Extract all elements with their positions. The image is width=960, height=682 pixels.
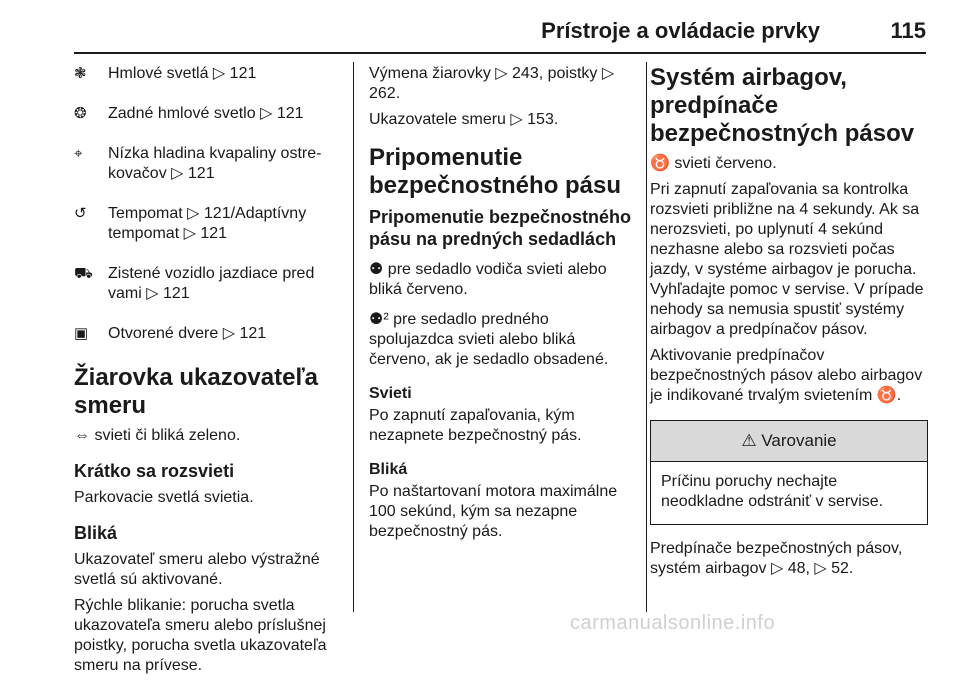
subsection-title: Bliká: [74, 523, 118, 543]
washer-fluid-icon: ⌖: [74, 145, 83, 162]
indicator-text: Otvorené dvere ▷ 121: [108, 325, 267, 342]
turn-signal-icon: ⇔: [74, 427, 90, 444]
watermark: carmanualsonline.info: [570, 612, 776, 634]
airbag-icon: ♉: [876, 387, 897, 404]
column-middle: [369, 64, 637, 548]
column-divider: [646, 62, 647, 612]
paragraph: Po naštartovaní motora maximálne 100 sekúnd, kým sa nezapne bezpečnostný pás.: [369, 483, 618, 540]
paragraph: Rýchle blikanie: porucha svetla ukazovateľa smeru alebo príslušnej poistky, porucha svetla ukazovateľa smeru na prívese.: [74, 597, 327, 674]
header-divider: [74, 52, 926, 54]
paragraph: Výmena žiarovky ▷ 243, poistky ▷ 262.: [369, 65, 615, 102]
indicator-text: Zadné hmlové svetlo ▷ 121: [108, 105, 304, 122]
paragraph: ⚉ pre sedadlo vodiča svieti alebo bliká červeno.: [369, 261, 607, 298]
indicator-text: Tempomat ▷ 121/Adaptívny tempomat ▷ 121: [108, 205, 307, 242]
seatbelt-driver-icon: ⚉: [369, 261, 384, 278]
paragraph: Parkovacie svetlá svietia.: [74, 489, 254, 506]
indicator-row: [74, 104, 344, 124]
paragraph: Ukazovateľ smeru alebo výstražné svetlá sú aktivované.: [74, 551, 320, 588]
column-left: [74, 64, 344, 682]
section-title: Žiarovka ukazovateľa smeru: [74, 364, 319, 419]
front-fog-light-icon: ❃: [74, 65, 87, 82]
indicator-row: [74, 64, 344, 84]
subsection-title: Svieti: [369, 385, 412, 402]
paragraph: Predpínače bezpečnostných pásov, systém airbagov ▷ 48, ▷ 52.: [650, 540, 903, 577]
rear-fog-light-icon: ❂: [74, 105, 87, 122]
paragraph: Ukazovatele smeru ▷ 153.: [369, 111, 559, 128]
section-title: Pripomenutie bezpečnostného pásu: [369, 144, 622, 199]
paragraph: Aktivovanie predpínačov bezpečnostných pásov alebo airbagov je indikované trvalým svietením ♉.: [650, 347, 923, 404]
paragraph: Po zapnutí zapaľovania, kým nezapnete bezpečnostný pás.: [369, 407, 582, 444]
page-header-title: Prístroje a ovládacie prvky: [541, 18, 820, 43]
cruise-control-icon: ↺: [74, 205, 87, 222]
warning-title: Varovanie: [761, 431, 837, 450]
paragraph: ⇔ svieti či bliká zeleno.: [74, 427, 241, 444]
airbag-icon: ♉: [650, 155, 670, 172]
vehicle-ahead-icon: ⛟: [74, 265, 93, 282]
paragraph: Pri zapnutí zapaľovania sa kontrolka rozsvieti približne na 4 sekundy. Ak sa nerozsvieti, po uplynutí 4 sekúnd nezhasne alebo sa rozsvieti počas jazdy, v systéme airbagov je porucha. Vyhľadajte pomoc v servise. V prípade nehody sa nemusia spustiť systémy airbagov a predpínačov pásov.: [650, 181, 924, 338]
subsection-title: Krátko sa rozsvieti: [74, 461, 235, 481]
indicator-text: Zistené vozidlo jazdiace pred vami ▷ 121: [108, 265, 315, 302]
subsection-title: Bliká: [369, 461, 408, 478]
indicator-row: [74, 264, 344, 304]
page-number: 115: [890, 18, 926, 43]
indicator-row: [74, 144, 344, 184]
section-title: Systém airbagov, predpínače bezpečnostných pásov: [650, 64, 915, 147]
indicator-text: Hmlové svetlá ▷ 121: [108, 65, 257, 82]
column-right: [650, 64, 928, 585]
warning-box: [650, 420, 928, 525]
warning-text: Príčinu poruchy nechajte neodkladne odstrániť v servise.: [661, 473, 884, 510]
seatbelt-passenger-icon: ⚉²: [369, 311, 389, 328]
warning-header: [651, 421, 927, 462]
subsection-title: Pripomenutie bezpečnostného pásu na predných sedadlách: [369, 207, 632, 249]
indicator-text: Nízka hladina kvapaliny ostre-kovačov ▷ 121: [108, 145, 322, 182]
door-open-icon: ▣: [74, 325, 89, 342]
indicator-row: [74, 324, 344, 344]
paragraph: ♉ svieti červeno.: [650, 155, 777, 172]
warning-icon: ⚠: [741, 431, 757, 450]
paragraph: ⚉² pre sedadlo predného spolujazdca svieti alebo bliká červeno, ak je sedadlo obsadené.: [369, 311, 609, 368]
indicator-row: [74, 204, 344, 244]
column-divider: [353, 62, 354, 612]
